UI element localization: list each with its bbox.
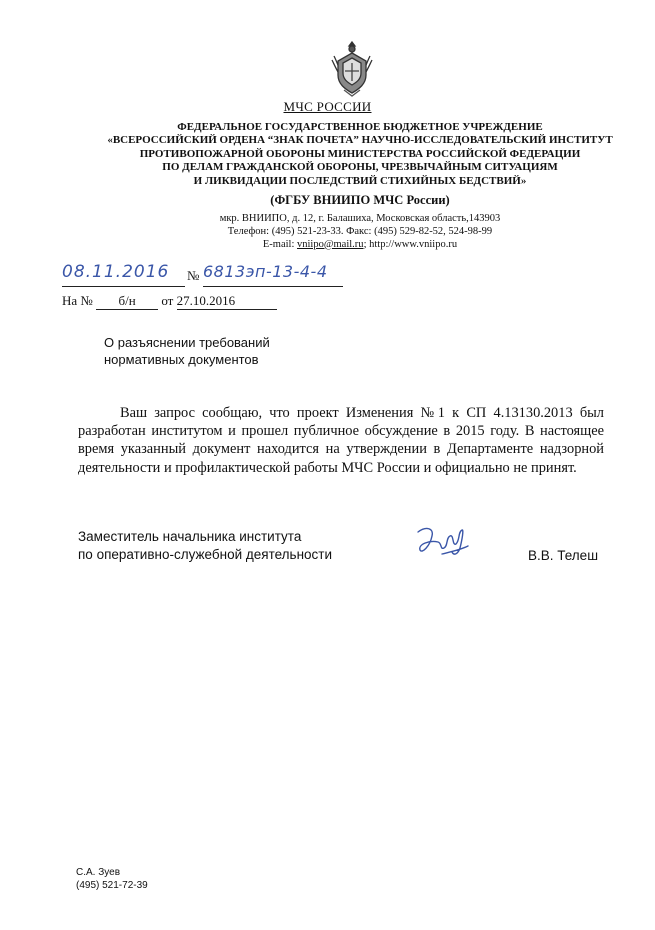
body-paragraph: Ваш запрос сообщаю, что проект Изменения №1 к СП 4.13130.2013 был разработан институтом и прошел публичное обсуждение в 2015 году. В настоящее время указанный документ находится на утверждении в Департаменте надзорной деятельности и профилактической работы МЧС России и официально не принят. — [78, 405, 604, 476]
executor-phone: (495) 521-72-39 — [76, 880, 148, 891]
reference-line — [62, 293, 277, 310]
handwritten-signature — [412, 520, 474, 560]
signer-position — [78, 528, 332, 564]
site-link[interactable]: ; http://www.vniipo.ru — [363, 238, 458, 250]
contacts-block — [60, 213, 655, 251]
reference-from-label: от — [161, 293, 174, 308]
reference-label: На № — [62, 293, 93, 308]
org-line: ПРОТИВОПОЖАРНОЙ ОБОРОНЫ МИНИСТЕРСТВА РОССИЙСКОЙ ФЕДЕРАЦИИ — [139, 147, 581, 160]
registration-number-handwritten: 6813эп-13-4-4 — [203, 262, 343, 287]
org-line: И ЛИКВИДАЦИИ ПОСЛЕДСТВИЙ СТИХИЙНЫХ БЕДСТВИЙ» — [193, 174, 527, 187]
subject-line: О разъяснении требований — [104, 335, 270, 350]
position-line: Заместитель начальника института — [78, 529, 302, 544]
letter-body — [78, 404, 604, 477]
phone-fax: Телефон: (495) 521-23-33. Факс: (495) 529-82-52, 524-98-99 — [227, 225, 493, 237]
ministry-name: МЧС РОССИИ — [283, 99, 372, 114]
subject-line: нормативных документов — [104, 352, 259, 367]
position-line: по оперативно-служебной деятельности — [78, 547, 333, 562]
registration-date-handwritten: 08.11.2016 — [62, 262, 185, 287]
mchs-emblem-icon — [326, 38, 378, 100]
organization-abbreviation: (ФГБУ ВНИИПО МЧС России) — [270, 193, 450, 207]
address: мкр. ВНИИПО, д. 12, г. Балашиха, Московская область,143903 — [219, 213, 501, 224]
executor-name: С.А. Зуев — [76, 867, 121, 878]
reference-date: 27.10.2016 — [177, 293, 277, 310]
executor-info — [76, 866, 148, 892]
registration-number-label: № — [187, 268, 200, 283]
org-line: ПО ДЕЛАМ ГРАЖДАНСКОЙ ОБОРОНЫ, ЧРЕЗВЫЧАЙНЫМ СИТУАЦИЯМ — [162, 161, 558, 174]
org-line: ФЕДЕРАЛЬНОЕ ГОСУДАРСТВЕННОЕ БЮДЖЕТНОЕ УЧРЕЖДЕНИЕ — [177, 121, 543, 133]
org-line: «ВСЕРОССИЙСКИЙ ОРДЕНА “ЗНАК ПОЧЕТА” НАУЧНО-ИССЛЕДОВАТЕЛЬСКИЙ ИНСТИТУТ — [107, 134, 613, 147]
organization-full-name — [60, 121, 655, 188]
signer-name: В.В. Телеш — [528, 548, 599, 563]
letter-subject — [104, 334, 270, 368]
email-link[interactable]: vniipo@mail.ru — [297, 238, 364, 250]
email-site: E-mail: vniipo@mail.ru; http://www.vniipo.ru — [262, 238, 458, 250]
reference-number: б/н — [96, 293, 158, 310]
